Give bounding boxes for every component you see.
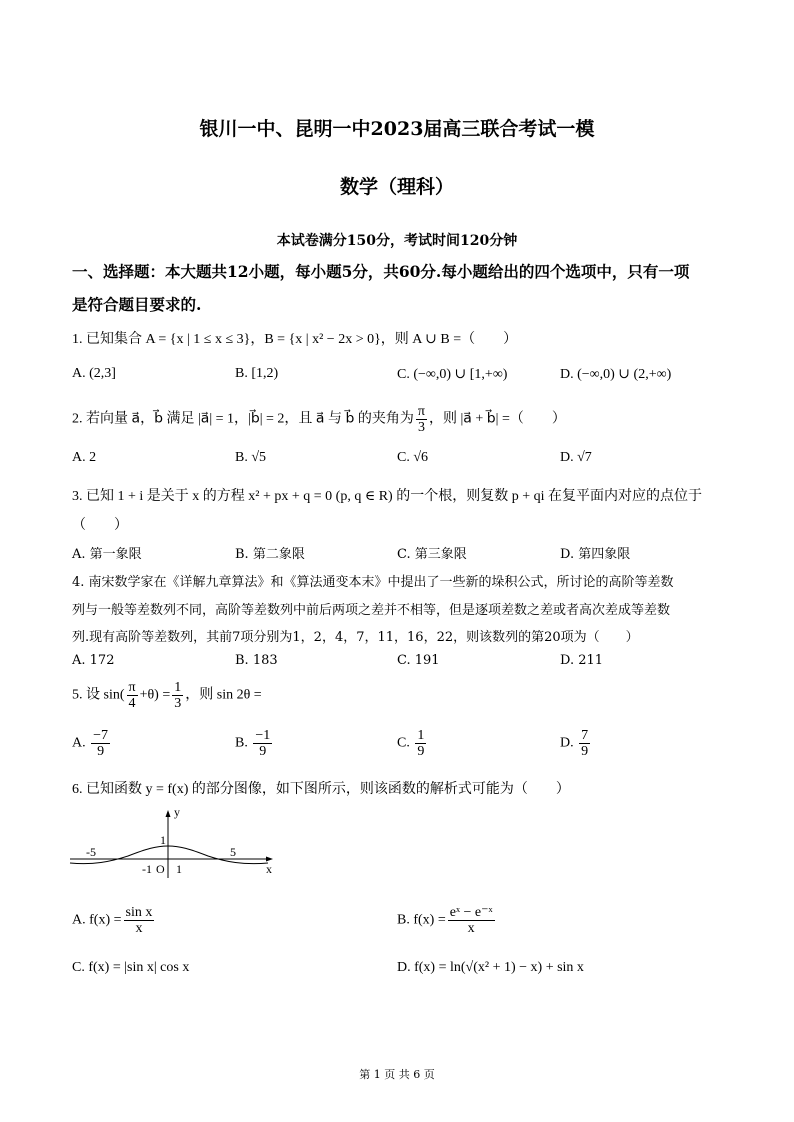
q4-stem-line1: 4. 南宋数学家在《详解九章算法》和《算法通变本末》中提出了一些新的垛积公式，所讨论的高阶等差数 bbox=[72, 575, 674, 590]
q5-option-c-fraction bbox=[415, 728, 426, 759]
q2-angle-fraction bbox=[416, 404, 427, 435]
q6-option-b-fraction bbox=[448, 905, 495, 936]
origin-label: O bbox=[156, 862, 165, 876]
q2-stem-part2: ，则 |a⃗ + b⃗| =（ ） bbox=[428, 411, 566, 427]
q1-stem: 1. 已知集合 A = {x | 1 ≤ x ≤ 3}，B = {x | x² − 2x > 0}，则 A ∪ B =（ ） bbox=[72, 332, 518, 347]
q6-option-b-lhs: f(x) = bbox=[413, 912, 446, 928]
q5-option-c-num: 1 bbox=[417, 728, 425, 743]
q5-option-d-fraction bbox=[579, 728, 590, 759]
q1-option-c: C. (−∞,0) ∪ [1,+∞) bbox=[397, 367, 508, 382]
q6-option-b-label: B. bbox=[397, 912, 410, 928]
q5-option-d-label: D. bbox=[560, 735, 574, 751]
tick-label-neg5: -5 bbox=[86, 845, 96, 859]
q6-option-a-den: x bbox=[135, 921, 143, 936]
section-heading-line2: 是符合题目要求的. bbox=[72, 295, 202, 314]
q3-option-a: A. 第一象限 bbox=[72, 547, 142, 562]
q4-stem-line2: 列与一般等差数列不同，高阶等差数列中前后两项之差并不相等，但是逐项差数之差或者高次差成等差数 bbox=[72, 603, 671, 618]
q1-option-d: D. (−∞,0) ∪ (2,+∞) bbox=[560, 367, 672, 382]
q5-stem-part1: 5. 设 sin( bbox=[72, 687, 125, 703]
q6-option-a-num: sin x bbox=[125, 905, 153, 920]
q5-pi-num: π bbox=[128, 680, 136, 695]
exam-title: 银川一中、昆明一中2023届高三联合考试一模 bbox=[199, 118, 595, 140]
q5-pi-fraction bbox=[127, 680, 138, 711]
tick-label-y1: 1 bbox=[160, 833, 166, 847]
q5-option-d-num: 7 bbox=[581, 728, 589, 743]
q2-angle-num: π bbox=[417, 404, 425, 419]
q5-option-a bbox=[72, 728, 112, 759]
q3-option-d: D. 第四象限 bbox=[560, 547, 631, 562]
tick-label-neg1: -1 bbox=[142, 862, 152, 876]
q5-option-d-den: 9 bbox=[581, 744, 589, 759]
q3-option-b: B. 第二象限 bbox=[235, 547, 305, 562]
q5-option-a-fraction bbox=[91, 728, 110, 759]
q6-option-b-den: x bbox=[467, 921, 475, 936]
q5-option-b-num: −1 bbox=[255, 728, 271, 743]
q6-option-a-label: A. bbox=[72, 912, 86, 928]
q5-stem bbox=[72, 680, 262, 711]
q2-option-d: D. √7 bbox=[560, 450, 592, 465]
q3-stem-line1: 3. 已知 1 + i 是关于 x 的方程 x² + px + q = 0 (p, q ∈ R) 的一个根，则复数 p + qi 在复平面内对应的点位于 bbox=[72, 489, 702, 504]
exam-note: 本试卷满分150分，考试时间120分钟 bbox=[276, 233, 518, 249]
q2-stem bbox=[72, 404, 566, 435]
q2-stem-part1: 2. 若向量 a⃗，b⃗ 满足 |a⃗| = 1，|b⃗| = 2，且 a⃗ 与 b⃗ 的夹角为 bbox=[72, 411, 414, 427]
page-footer: 第 1 页 共 6 页 bbox=[359, 1068, 435, 1081]
q5-value-fraction bbox=[172, 680, 183, 711]
q5-option-a-den: 9 bbox=[97, 744, 105, 759]
q6-option-b-num: eˣ − e⁻ˣ bbox=[449, 905, 493, 920]
q1-option-a: A. (2,3] bbox=[72, 366, 116, 381]
q5-option-d bbox=[560, 728, 592, 759]
q4-option-b: B. 183 bbox=[235, 653, 278, 668]
q6-option-b bbox=[397, 905, 497, 936]
q2-option-a: A. 2 bbox=[72, 450, 97, 465]
q6-option-a bbox=[72, 905, 156, 936]
q6-option-d: D. f(x) = ln(√(x² + 1) − x) + sin x bbox=[397, 960, 584, 975]
q5-option-b-label: B. bbox=[235, 735, 248, 751]
q5-stem-part3: ，则 sin 2θ = bbox=[185, 687, 262, 703]
q5-value-num: 1 bbox=[174, 680, 182, 695]
q5-option-c-label: C. bbox=[397, 735, 410, 751]
q5-pi-den: 4 bbox=[128, 696, 136, 711]
q5-stem-part2: +θ) = bbox=[139, 687, 171, 703]
q2-angle-den: 3 bbox=[417, 420, 425, 435]
q6-option-a-lhs: f(x) = bbox=[89, 912, 122, 928]
tick-label-pos1: 1 bbox=[176, 862, 182, 876]
function-graph bbox=[68, 808, 283, 880]
q4-option-a: A. 172 bbox=[72, 653, 115, 668]
y-axis-label: y bbox=[174, 808, 180, 819]
q5-option-a-label: A. bbox=[72, 735, 86, 751]
q2-option-b: B. √5 bbox=[235, 450, 267, 465]
q5-option-b-den: 9 bbox=[259, 744, 267, 759]
q5-option-c bbox=[397, 728, 428, 759]
q5-option-b bbox=[235, 728, 274, 759]
q5-value-den: 3 bbox=[174, 696, 182, 711]
q1-option-b: B. [1,2) bbox=[235, 366, 279, 381]
q6-option-a-fraction bbox=[124, 905, 155, 936]
subject-title: 数学（理科） bbox=[339, 176, 454, 198]
q5-option-c-den: 9 bbox=[417, 744, 425, 759]
x-axis-arrow bbox=[266, 857, 273, 862]
q3-option-c: C. 第三象限 bbox=[397, 547, 467, 562]
q4-stem-line3: 列.现有高阶等差数列，其前7项分别为1，2，4，7，11，16，22，则该数列的第20项为（ ） bbox=[72, 630, 639, 645]
q3-stem-line2: （ ） bbox=[72, 518, 128, 533]
q6-stem: 6. 已知函数 y = f(x) 的部分图像，如下图所示，则该函数的解析式可能为（ ） bbox=[72, 782, 570, 797]
q6-option-c: C. f(x) = |sin x| cos x bbox=[72, 960, 190, 975]
q5-option-a-num: −7 bbox=[93, 728, 109, 743]
y-axis-arrow bbox=[166, 810, 171, 817]
x-axis-label: x bbox=[266, 862, 272, 876]
function-curve bbox=[70, 846, 268, 864]
q4-option-c: C. 191 bbox=[397, 653, 440, 668]
q2-option-c: C. √6 bbox=[397, 450, 429, 465]
section-heading-line1: 一、选择题：本大题共12小题，每小题5分，共60分.每小题给出的四个选项中，只有一项 bbox=[72, 262, 690, 281]
q5-option-b-fraction bbox=[253, 728, 272, 759]
q4-option-d: D. 211 bbox=[560, 653, 604, 668]
tick-label-pos5: 5 bbox=[230, 845, 236, 859]
